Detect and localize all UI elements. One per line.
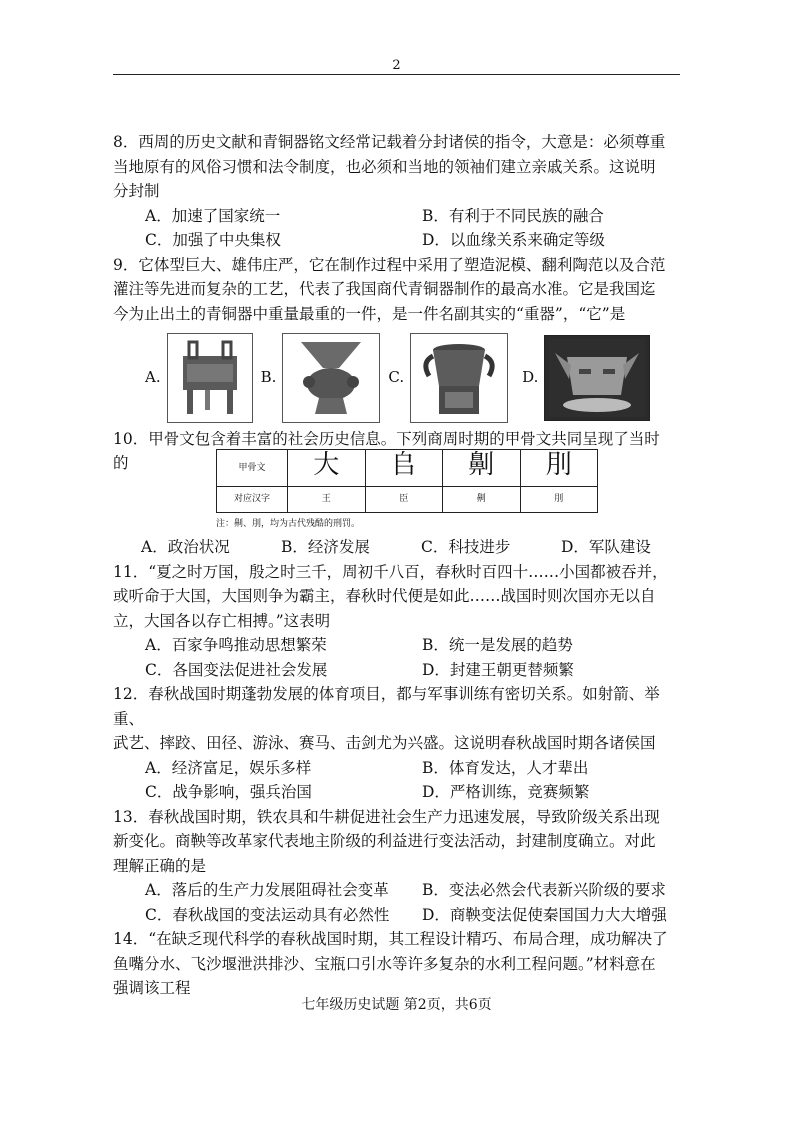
q11-option-a: A．百家争鸣推动思想繁荣 <box>145 636 327 654</box>
ding-vessel-image <box>167 333 253 423</box>
question-8-line: 分封制 <box>113 182 160 200</box>
question-12-line: 12．春秋战国时期蓬勃发展的体育项目，都与军事训练有密切关系。如射箭、举重、 <box>113 685 660 728</box>
question-14-line: 鱼嘴分水、飞沙堰泄洪排沙、宝瓶口引水等许多复杂的水利工程问题。”材料意在 <box>113 954 656 973</box>
q13-option-a: A．落后的生产力发展阻碍社会变革 <box>145 881 389 899</box>
question-9 <box>113 253 683 426</box>
q12-option-c: C．战争影响，强兵治国 <box>145 783 312 801</box>
header-rule <box>113 74 680 75</box>
question-10-line: 10．甲骨文包含着丰富的社会历史信息。下列商周时期的甲骨文共同呈现了当时 <box>113 430 660 448</box>
oracle-glyph-wang: 大 <box>313 449 340 480</box>
hanzi-cell: 刖 <box>520 487 598 513</box>
gui-vessel-image <box>410 333 508 423</box>
oracle-glyph <box>288 450 366 487</box>
oracle-glyph-yi: 劓 <box>468 449 495 480</box>
oracle-glyph-chen: 𠂤 <box>390 449 417 480</box>
question-11-line: 或听命于大国，大国则争为霸主，春秋时代便是如此……战国时则次国亦无以自 <box>113 587 656 605</box>
question-13-line: 13．春秋战国时期，铁农具和牛耕促进社会生产力迅速发展，导致阶级关系出现 <box>113 807 660 826</box>
question-8 <box>113 130 683 253</box>
question-13-line: 理解正确的是 <box>113 856 207 875</box>
q10-option-b: B．经济发展 <box>281 538 370 556</box>
q13-option-b: B．变法必然会代表新兴阶级的要求 <box>422 881 666 899</box>
question-9-line: 灌注等先进而复杂的工艺，代表了我国商代青铜器制作的最高水准。它是我国迄 <box>113 280 656 298</box>
q12-option-a: A．经济富足，娱乐多样 <box>145 758 312 777</box>
question-9-line: 今为止出土的青铜器中重量最重的一件，是一件名副其实的“重器”，“它”是 <box>113 304 626 323</box>
question-14 <box>113 927 683 1001</box>
oracle-glyph-yue: 刖 <box>545 449 572 480</box>
q9-label-a: A. <box>145 368 161 387</box>
oracle-glyph <box>365 450 443 487</box>
question-10-line: 的 <box>113 454 129 472</box>
q12-option-b: B．体育发达，人才辈出 <box>422 758 589 777</box>
q9-label-d: D. <box>522 368 539 387</box>
question-12 <box>113 682 683 805</box>
oracle-glyph <box>443 450 521 487</box>
question-10 <box>113 427 683 535</box>
q10-options <box>113 535 683 560</box>
page-number: 2 <box>392 58 401 73</box>
question-9-line: 9．它体型巨大、雄伟庄严，它在制作过程中采用了塑造泥模、翻利陶范以及合范 <box>113 255 666 274</box>
table-note: 注：劓、刖，均为古代残酷的刑罚。 <box>216 519 361 529</box>
exam-content <box>113 130 683 1001</box>
q13-option-d: D．商鞅变法促使秦国国力大大增强 <box>422 905 667 924</box>
q11-option-c: C．各国变法促进社会发展 <box>145 660 328 679</box>
oracle-glyph <box>520 450 598 487</box>
question-14-line: 强调该工程 <box>113 979 191 997</box>
question-13-line: 新变化。商鞅等改革家代表地主阶级的利益进行变法活动，封建制度确立。对此 <box>113 832 656 850</box>
question-8-line: 当地原有的风俗习惯和法令制度，也必须和当地的领袖们建立亲戚关系。这说明 <box>113 157 656 176</box>
question-11-line: 立，大国各以存亡相搏。”这表明 <box>113 611 331 630</box>
q8-option-b: B．有利于不同民族的融合 <box>422 206 604 225</box>
q10-option-a: A．政治状况 <box>141 538 230 556</box>
q9-label-b: B. <box>260 368 277 387</box>
table-header-oracle: 甲骨文 <box>217 450 288 487</box>
hanzi-cell: 臣 <box>365 487 443 513</box>
page-footer: 七年级历史试题 第2页，共6页 <box>301 997 492 1013</box>
q13-option-c: C．春秋战国的变法运动具有必然性 <box>145 905 390 924</box>
bronze-mask-image <box>544 335 650 421</box>
oracle-bone-table <box>216 449 598 513</box>
q12-option-d: D．严格训练，竞赛频繁 <box>422 783 590 801</box>
q9-label-c: C. <box>388 368 405 387</box>
q8-option-a: A．加速了国家统一 <box>145 206 281 225</box>
question-13 <box>113 805 683 928</box>
q10-option-d: D．军队建设 <box>561 538 651 556</box>
question-14-line: 14．“在缺乏现代科学的春秋战国时期，其工程设计精巧、布局合理，成功解决了 <box>113 930 668 948</box>
question-12-line: 武艺、摔跤、田径、游泳、赛马、击剑尤为兴盛。这说明春秋战国时期各诸侯国 <box>113 734 656 752</box>
hanzi-cell: 王 <box>288 487 366 513</box>
question-8-line: 8．西周的历史文献和青铜器铭文经常记载着分封诸侯的指令，大意是：必须尊重 <box>113 133 666 151</box>
q11-option-d: D．封建王朝更替频繁 <box>422 660 574 679</box>
question-11-line: 11．“夏之时万国，殷之时三千，周初千八百，春秋时百四十……小国都被吞并， <box>113 562 668 581</box>
q8-option-c: C．加强了中央集权 <box>145 231 281 249</box>
question-11 <box>113 560 683 683</box>
hanzi-cell: 劓 <box>443 487 521 513</box>
table-header-hanzi: 对应汉字 <box>217 487 288 513</box>
q8-option-d: D．以血缘关系来确定等级 <box>422 231 605 249</box>
q10-option-c: C．科技进步 <box>421 538 511 556</box>
q11-option-b: B．统一是发展的趋势 <box>422 636 573 654</box>
zun-vessel-image <box>282 333 380 423</box>
q9-image-options <box>113 330 683 425</box>
